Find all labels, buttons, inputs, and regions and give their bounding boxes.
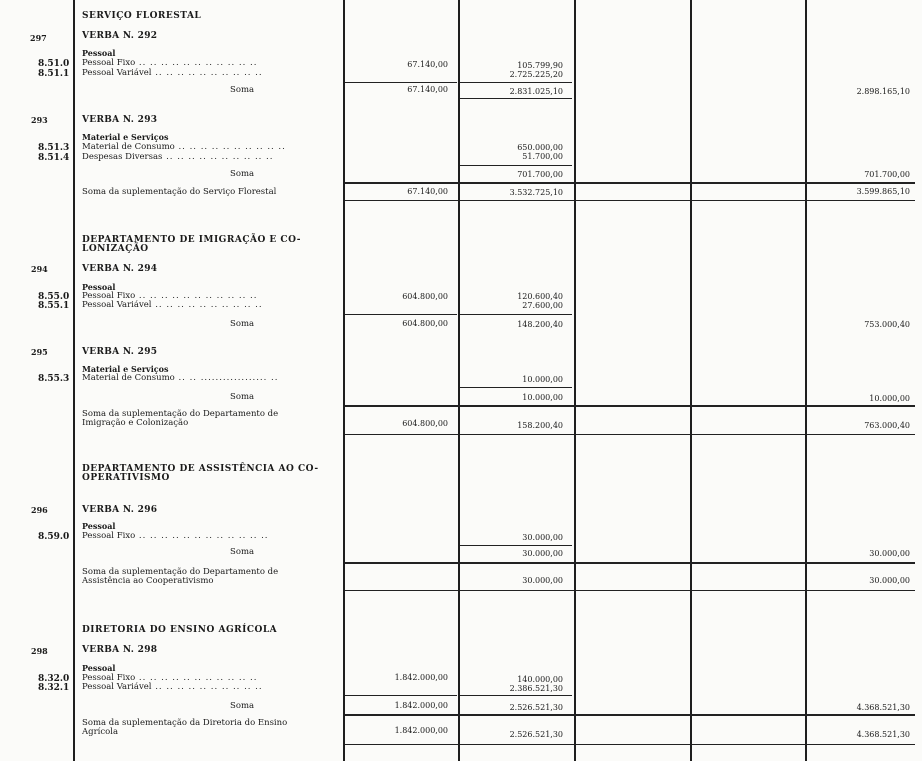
section-total-col1: 67.140,00	[407, 187, 448, 196]
line-code: 8.51.1	[38, 69, 70, 79]
soma-col2: 701.700,00	[517, 170, 563, 179]
soma-col2: 2.831.025,10	[509, 87, 563, 96]
soma-col1: 1.842.000,00	[394, 701, 448, 710]
soma-col2: 10.000,00	[522, 393, 563, 402]
section-total-value: 4.368.521,30	[856, 730, 910, 739]
margin-number: 297	[30, 33, 47, 43]
line-desc: Material de Consumo .. .. .................. ..	[82, 373, 279, 383]
line-code: 8.32.0	[38, 674, 70, 684]
category-label: Pessoal	[82, 48, 116, 58]
value-col2: 120.600,40	[517, 292, 563, 301]
rule	[460, 545, 572, 546]
section-title: DEPARTAMENTO DE IMIGRAÇÃO E CO- LONIZAÇÃO	[82, 235, 301, 254]
rule	[345, 695, 457, 696]
section-total-label: Soma da suplementação do Departamento de Assistência ao Cooperativismo	[82, 567, 279, 587]
line-code: 8.51.0	[38, 59, 70, 69]
verba-label: VERBA N. 295	[82, 347, 158, 357]
line-desc-text: Material de Consumo	[82, 373, 175, 383]
section-title: SERVIÇO FLORESTAL	[82, 11, 202, 21]
line-desc-text: Material de Consumo	[82, 142, 175, 152]
category-label: Pessoal	[82, 663, 116, 673]
column-rule	[690, 0, 692, 761]
line-desc-text: Pessoal Fixo	[82, 531, 136, 541]
rule	[460, 98, 572, 99]
verba-label: VERBA N. 294	[82, 264, 158, 274]
category-label: Material e Serviços	[82, 364, 169, 374]
line-desc: Pessoal Fixo .. .. .. .. .. .. .. .. .. .. ..	[82, 291, 258, 301]
line-code: 8.51.3	[38, 143, 70, 153]
line-desc: Material de Consumo .. .. .. .. .. .. .. .. .. ..	[82, 142, 286, 152]
soma-col1: 604.800,00	[402, 319, 448, 328]
section-total-value: 30.000,00	[869, 576, 910, 585]
value-col2: 2.725.225,20	[509, 70, 563, 79]
line-code: 8.55.0	[38, 292, 70, 302]
rule	[345, 434, 915, 435]
line-code: 8.51.4	[38, 153, 70, 163]
line-desc-text: Pessoal Fixo	[82, 673, 136, 683]
section-total-col2: 2.526.521,30	[509, 730, 563, 739]
soma-label: Soma	[230, 701, 255, 711]
soma-col2: 30.000,00	[522, 549, 563, 558]
rule	[460, 82, 572, 83]
value-col2: 2.386.521,30	[509, 684, 563, 693]
line-desc: Despesas Diversas .. .. .. .. .. .. .. .. .. ..	[82, 152, 274, 162]
verba-label: VERBA N. 293	[82, 115, 158, 125]
margin-number: 298	[31, 646, 48, 656]
value-col2: 27.600,00	[522, 301, 563, 310]
soma-col1: 67.140,00	[407, 85, 448, 94]
verba-label: VERBA N. 292	[82, 31, 158, 41]
value-col2: 140.000,00	[517, 675, 563, 684]
value-col2: 51.700,00	[522, 152, 563, 161]
category-label: Material e Serviços	[82, 132, 169, 142]
section-total-label: Soma da suplementação da Diretoria do Ensino Agrícola	[82, 718, 288, 738]
soma-label: Soma	[230, 547, 255, 557]
line-code: 8.55.1	[38, 301, 70, 311]
margin-number: 295	[31, 347, 48, 357]
column-rule	[574, 0, 576, 761]
soma-col2: 2.526.521,30	[509, 703, 563, 712]
line-desc: Pessoal Fixo .. .. .. .. .. .. .. .. .. .. ..	[82, 673, 258, 683]
margin-number: 293	[31, 115, 48, 125]
line-desc-text: Pessoal Fixo	[82, 58, 136, 68]
line-desc: Pessoal Fixo .. .. .. .. .. .. .. .. .. .. ..	[82, 58, 258, 68]
soma-label: Soma	[230, 392, 255, 402]
value-col1: 1.842.000,00	[394, 673, 448, 682]
soma-col2: 148.200,40	[517, 320, 563, 329]
column-rule	[73, 0, 75, 761]
rule	[345, 200, 915, 201]
line-code: 8.55.3	[38, 374, 70, 384]
rule	[345, 405, 915, 407]
line-desc-text: Pessoal Variável	[82, 682, 152, 692]
soma-label: Soma	[230, 319, 255, 329]
rule	[345, 82, 457, 83]
section-total-col1: 604.800,00	[402, 419, 448, 428]
margin-number: 294	[31, 264, 48, 274]
soma-total: 4.368.521,30	[856, 703, 910, 712]
line-desc-text: Pessoal Variável	[82, 68, 152, 78]
soma-total: 753.000,40	[864, 320, 910, 329]
line-desc-text: Despesas Diversas	[82, 152, 163, 162]
rule	[345, 562, 915, 564]
column-rule	[343, 0, 345, 761]
category-label: Pessoal	[82, 282, 116, 292]
margin-number: 296	[31, 505, 48, 515]
rule	[345, 590, 915, 591]
soma-total: 701.700,00	[864, 170, 910, 179]
value-col1: 67.140,00	[407, 60, 448, 69]
section-total-label: Soma da suplementação do Departamento de Imigração e Colonização	[82, 409, 279, 429]
section-title: DEPARTAMENTO DE ASSISTÊNCIA AO CO- OPERATIVISMO	[82, 464, 319, 483]
value-col2: 105.799,90	[517, 61, 563, 70]
verba-label: VERBA N. 298	[82, 645, 158, 655]
line-code: 8.32.1	[38, 683, 70, 693]
soma-total: 30.000,00	[869, 549, 910, 558]
rule	[460, 695, 572, 696]
section-title: DIRETORIA DO ENSINO AGRÍCOLA	[82, 625, 278, 635]
section-total-col2: 158.200,40	[517, 421, 563, 430]
soma-label: Soma	[230, 85, 255, 95]
value-col2: 30.000,00	[522, 533, 563, 542]
value-col2: 10.000,00	[522, 375, 563, 384]
rule	[460, 314, 572, 315]
line-desc-text: Pessoal Variável	[82, 300, 152, 310]
rule	[345, 314, 457, 315]
value-col2: 650.000,00	[517, 143, 563, 152]
soma-label: Soma	[230, 169, 255, 179]
verba-label: VERBA N. 296	[82, 505, 158, 515]
rule	[345, 744, 915, 745]
category-label: Pessoal	[82, 521, 116, 531]
rule	[460, 165, 572, 166]
section-total-value: 763.000,40	[864, 421, 910, 430]
line-desc: Pessoal Fixo .. .. .. .. .. .. .. .. .. .. .. ..	[82, 531, 269, 541]
column-rule	[458, 0, 460, 761]
line-desc: Pessoal Variável .. .. .. .. .. .. .. .. .. ..	[82, 300, 263, 310]
soma-total: 10.000,00	[869, 394, 910, 403]
rule	[345, 182, 915, 184]
column-rule	[805, 0, 807, 761]
section-total-value: 3.599.865,10	[856, 187, 910, 196]
section-total-col1: 1.842.000,00	[394, 726, 448, 735]
rule	[345, 714, 915, 716]
section-total-label: Soma da suplementação do Serviço Florestal	[82, 187, 277, 197]
line-code: 8.59.0	[38, 532, 70, 542]
soma-total: 2.898.165,10	[856, 87, 910, 96]
line-desc-text: Pessoal Fixo	[82, 291, 136, 301]
line-desc: Pessoal Variável .. .. .. .. .. .. .. .. .. ..	[82, 682, 263, 692]
value-col1: 604.800,00	[402, 292, 448, 301]
rule	[460, 387, 572, 388]
section-total-col2: 3.532.725,10	[509, 188, 563, 197]
line-desc: Pessoal Variável .. .. .. .. .. .. .. .. .. ..	[82, 68, 263, 78]
section-total-col2: 30.000,00	[522, 576, 563, 585]
